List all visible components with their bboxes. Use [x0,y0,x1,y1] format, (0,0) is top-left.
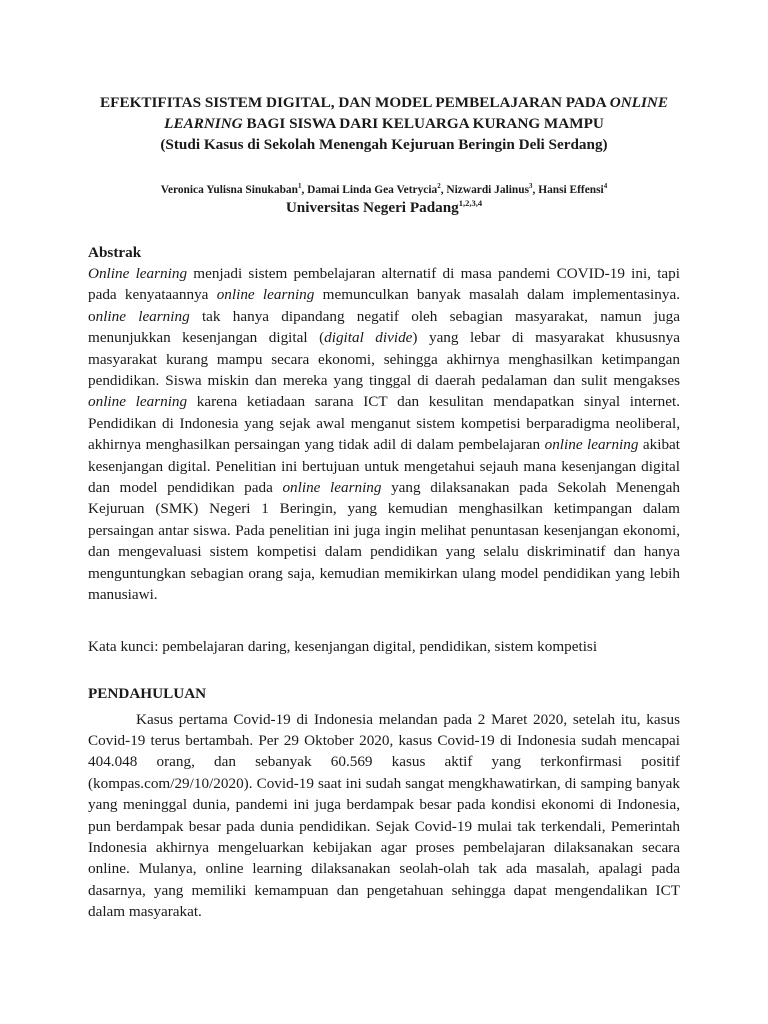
author-separator: , [532,184,539,196]
abstract-italic-term: online learning [88,393,188,411]
abstract-text [88,263,680,606]
title-subtitle: (Studi Kasus di Sekolah Menengah Kejuruan Beringin Deli Serdang) [160,136,608,153]
keywords: Kata kunci: pembelajaran daring, kesenjangan digital, pendidikan, sistem kompetisi [88,637,598,655]
paper-title [88,92,680,155]
title-line1-italic: ONLINE [609,94,668,111]
author-sup: 2 [437,182,441,191]
author-sup: 4 [603,182,608,191]
abstract-italic-term: online learning [282,479,382,497]
abstract-segment: yang dilaksanakan pada Sekolah Menengah Kejuruan (SMK) Negeri 1 Beringin, yang kemudian menghasilkan ketimpangan dalam persaingan antar siswa. Pada penelitian ini juga ingin melihat penuntasan kesenjangan ekonomi, dan mengevaluasi sistem kompetisi dalam pendidikan yang selalu diskriminatif dan hanya menguntungkan sebagian orang saja, kemudian memikirkan ulang model pendidikan yang lebih manusiawi. [88,479,680,604]
title-line1-text: EFEKTIFITAS SISTEM DIGITAL, DAN MODEL PEMBELAJARAN PADA [100,94,610,111]
abstract-segment: karena ketiadaan sarana ICT dan kesulitan mendapatkan sinyal internet. Pendidikan di Indonesia yang sejak awal menganut sistem kompetisi berparadigma neoliberal, akhirnya menghasilkan persaingan yang tidak adil di dalam pembelajaran [88,393,680,454]
abstract-italic-term: Online learning [88,265,188,282]
abstract-italic-term: online learning [216,286,315,304]
author-sup: 1 [297,182,302,191]
author-name: Veronica Yulisna Sinukaban [160,184,298,196]
abstract-italic-term: nline learning [95,307,190,325]
author-sup: 3 [529,182,533,191]
author-separator: , [301,184,308,196]
intro-heading: PENDAHULUAN [88,684,207,702]
abstract-segment: memunculkan banyak masalah dalam implementasinya. o [88,286,680,325]
intro-text: Kasus pertama Covid-19 di Indonesia melandan pada 2 Maret 2020, setelah itu, kasus Covid-19 terus bertambah. Per 29 Oktober 2020, kasus Covid-19 di Indonesia sudah mencapai 404.048 orang, dan sebanyak 60.569 kasus aktif yang terkonfirmasi positif (kompas.com/29/10/2020). Covid-19 saat ini sudah sangat mengkhawatirkan, di samping banyak yang meninggal dunia, pandemi ini juga berdampak besar pada kondisi ekonomi di Indonesia, pun berdampak besar pada dunia pendidikan. Sejak Covid-19 mulai tak terkendali, Pemerintah Indonesia akhirnya mengeluarkan kebijakan agar proses pembelajaran dilaksanakan secara online. Mulanya, online learning dilaksanakan seolah-olah tak ada masalah, apalagi pada dasarnya, yang memiliki kemampuan dan pengetahuan sehingga dapat mengendalikan ICT dalam masyarakat. [88,710,680,921]
abstract-segment: menjadi sistem pembelajaran alternatif di masa pandemi COVID-19 ini, tapi pada kenyataannya [88,265,680,304]
abstract-segment: akibat kesenjangan digital. Penelitian ini bertujuan untuk mengetahui sejauh mana kesenjangan digital dan model pendidikan pada [88,436,681,497]
author-name: Damai Linda Gea Vetrycia [307,184,438,196]
abstract-segment: tak hanya dipandang negatif oleh sebagian masyarakat, namun juga menunjukkan kesenjangan digital ( [88,307,680,347]
author-name: Nizwardi Jalinus [446,184,529,196]
affiliation-sup: 1,2,3,4 [458,197,483,208]
title-line2-text: BAGI SISWA DARI KELUARGA KURANG MAMPU [242,115,604,132]
abstract-italic-term: digital divide [324,329,413,347]
affiliation [88,198,680,217]
author-name: Hansi Effensi [538,184,604,196]
title-line2-italic: LEARNING [164,115,243,132]
affiliation-name: Universitas Negeri Padang [285,199,459,216]
abstract-heading: Abstrak [88,244,142,261]
abstract-segment: ) yang lebar di masyarakat khususnya masyarakat kurang mampu secara ekonomi, sehingga akhirnya menghasilkan ketimpangan pendidikan. Siswa miskin dan mereka yang tinggal di daerah pedalaman dan sulit mengakses [88,329,680,390]
author-separator: , [440,184,447,196]
abstract-italic-term: online learning [544,436,639,454]
author-list [88,182,680,198]
paper-page [88,92,680,923]
